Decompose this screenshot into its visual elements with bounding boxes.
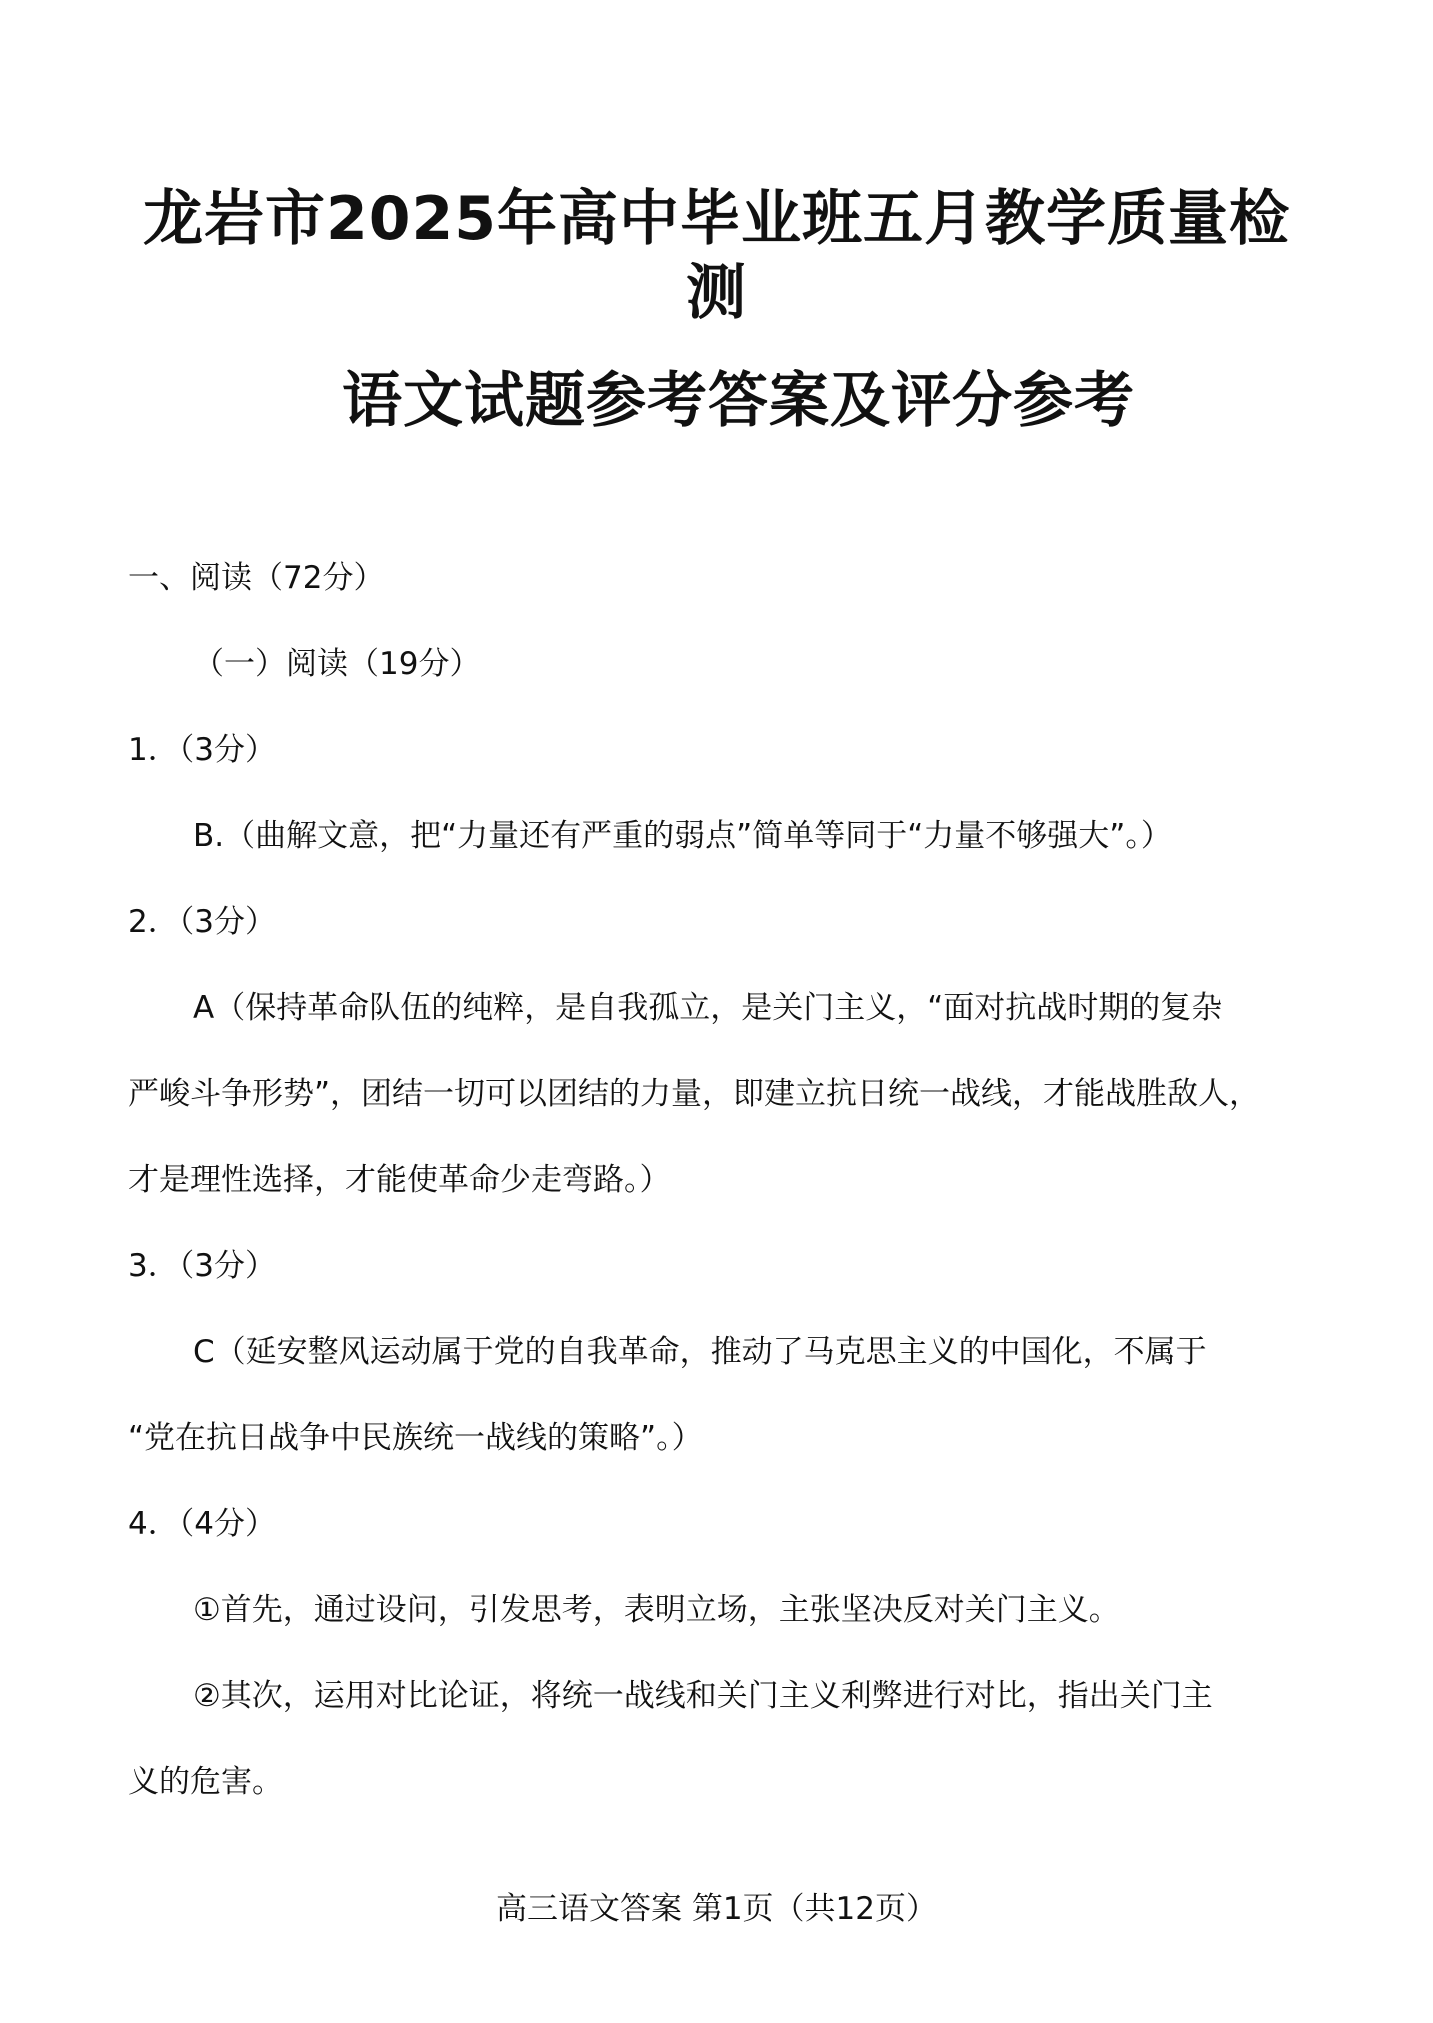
question-4-label: 4．（4分） bbox=[128, 1506, 276, 1542]
question-1-answer: B.（曲解文意，把“力量还有严重的弱点”简单等同于“力量不够强大”。） bbox=[193, 818, 1172, 854]
question-3-label: 3．（3分） bbox=[128, 1248, 276, 1284]
question-4-point-1: ①首先，通过设问，引发思考，表明立场，主张坚决反对关门主义。 bbox=[193, 1592, 1120, 1628]
document-subtitle: 语文试题参考答案及评分参考 bbox=[342, 366, 1135, 436]
question-2-answer-line-1: A（保持革命队伍的纯粹，是自我孤立，是关门主义，“面对抗战时期的复杂 bbox=[193, 990, 1223, 1026]
question-4-point-2-line-1: ②其次，运用对比论证，将统一战线和关门主义利弊进行对比，指出关门主 bbox=[193, 1678, 1213, 1714]
document-title-line-2: 测 bbox=[686, 258, 747, 328]
document-title-line-1: 龙岩市2025年高中毕业班五月教学质量检 bbox=[143, 184, 1290, 254]
question-4-point-2-line-2: 义的危害。 bbox=[128, 1764, 283, 1800]
page-footer: 高三语文答案 第1页（共12页） bbox=[495, 1891, 938, 1927]
question-1-label: 1．（3分） bbox=[128, 732, 276, 768]
question-2-label: 2．（3分） bbox=[128, 904, 276, 940]
question-2-answer-line-2: 严峻斗争形势”，团结一切可以团结的力量，即建立抗日统一战线，才能战胜敌人， bbox=[128, 1076, 1261, 1112]
subsection-heading: （一）阅读（19分） bbox=[193, 646, 481, 682]
question-3-answer-line-2: “党在抗日战争中民族统一战线的策略”。） bbox=[128, 1420, 703, 1456]
section-heading: 一、阅读（72分） bbox=[128, 560, 385, 596]
question-3-answer-line-1: C（延安整风运动属于党的自我革命，推动了马克思主义的中国化，不属于 bbox=[193, 1334, 1207, 1370]
question-2-answer-line-3: 才是理性选择，才能使革命少走弯路。） bbox=[128, 1162, 671, 1198]
